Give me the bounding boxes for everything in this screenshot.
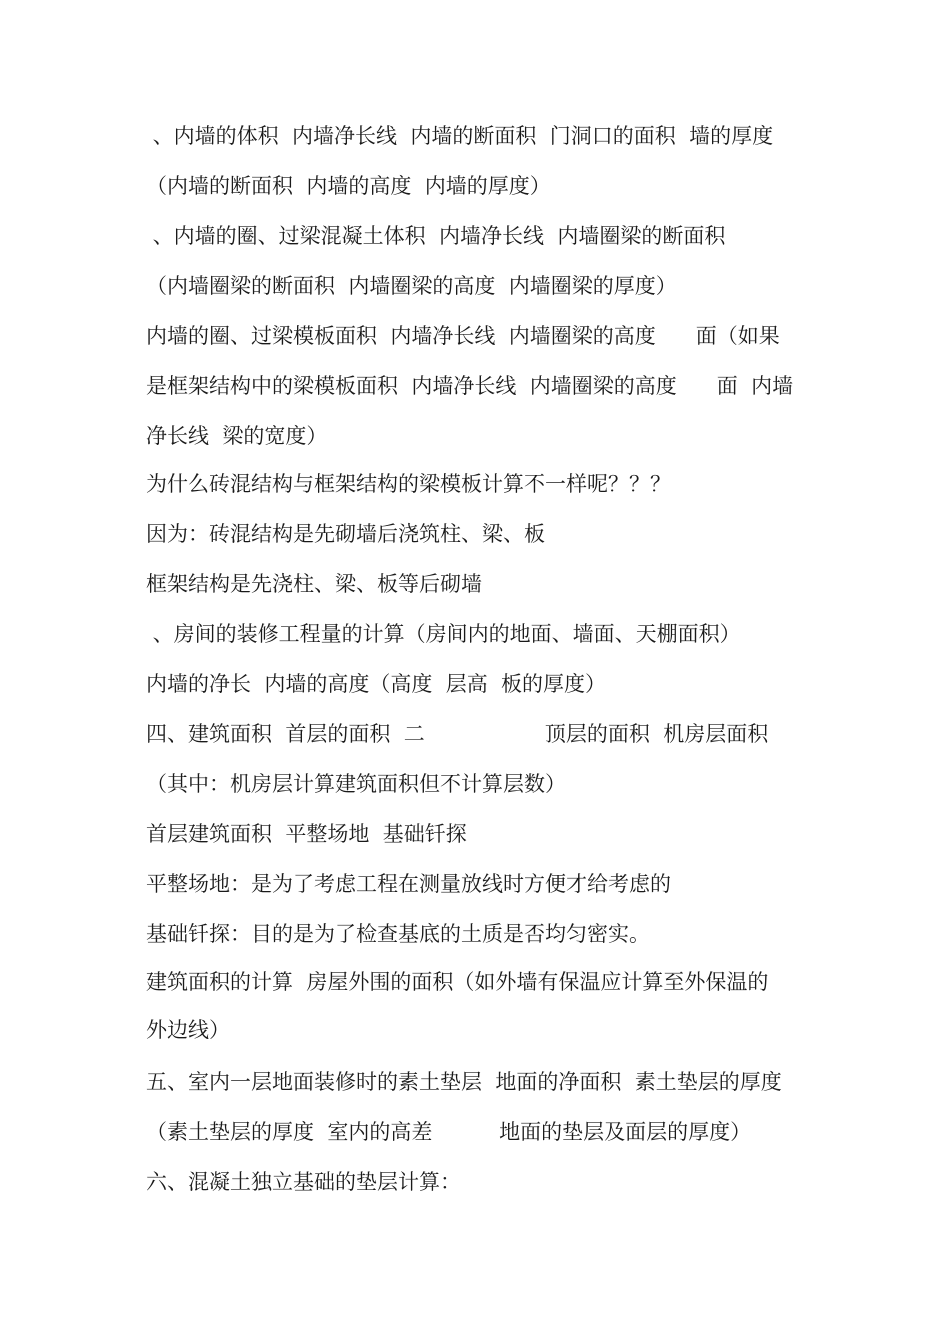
text-line: （其中：机房层计算建筑面积但不计算层数） — [146, 772, 566, 796]
text-line: 框架结构是先浇柱、梁、板等后砌墙 — [146, 572, 482, 596]
text-line: 内墙的净长 内墙的高度（高度 层高 板的厚度） — [146, 672, 607, 696]
text-line: 基础钎探：目的是为了检查基底的土质是否均匀密实。 — [146, 922, 650, 946]
text-line: 、内墙的体积 内墙净长线 内墙的断面积 门洞口的面积 墙的厚度 — [146, 124, 774, 148]
text-line: 因为：砖混结构是先砌墙后浇筑柱、梁、板 — [146, 522, 545, 546]
text-line: 平整场地：是为了考虑工程在测量放线时方便才给考虑的 — [146, 872, 671, 896]
text-line: 首层建筑面积 平整场地 基础钎探 — [146, 822, 467, 846]
text-line: 五、室内一层地面装修时的素土垫层 地面的净面积 素土垫层的厚度 — [146, 1070, 782, 1094]
text-line: 建筑面积的计算 房屋外围的面积（如外墙有保温应计算至外保温的 — [146, 970, 769, 994]
text-line: （内墙的断面积 内墙的高度 内墙的厚度） — [146, 174, 551, 198]
text-line: 内墙的圈、过梁模板面积 内墙净长线 内墙圈梁的高度 面（如果 — [146, 324, 780, 348]
text-line: 净长线 梁的宽度） — [146, 424, 328, 448]
text-line: （内墙圈梁的断面积 内墙圈梁的高度 内墙圈梁的厚度） — [146, 274, 677, 298]
text-line: 外边线） — [146, 1018, 230, 1042]
text-line: 、内墙的圈、过梁混凝土体积 内墙净长线 内墙圈梁的断面积 — [146, 224, 726, 248]
text-line: 是框架结构中的梁模板面积 内墙净长线 内墙圈梁的高度 面 内墙 — [146, 374, 794, 398]
text-line: 四、建筑面积 首层的面积 二 顶层的面积 机房层面积 — [146, 722, 769, 746]
text-line: 、房间的装修工程量的计算（房间内的地面、墙面、天棚面积） — [146, 622, 741, 646]
text-line: 六、混凝土独立基础的垫层计算： — [146, 1170, 461, 1194]
text-line: （素土垫层的厚度 室内的高差 地面的垫层及面层的厚度） — [146, 1120, 752, 1144]
text-line: 为什么砖混结构与框架结构的梁模板计算不一样呢？？？ — [146, 472, 671, 496]
